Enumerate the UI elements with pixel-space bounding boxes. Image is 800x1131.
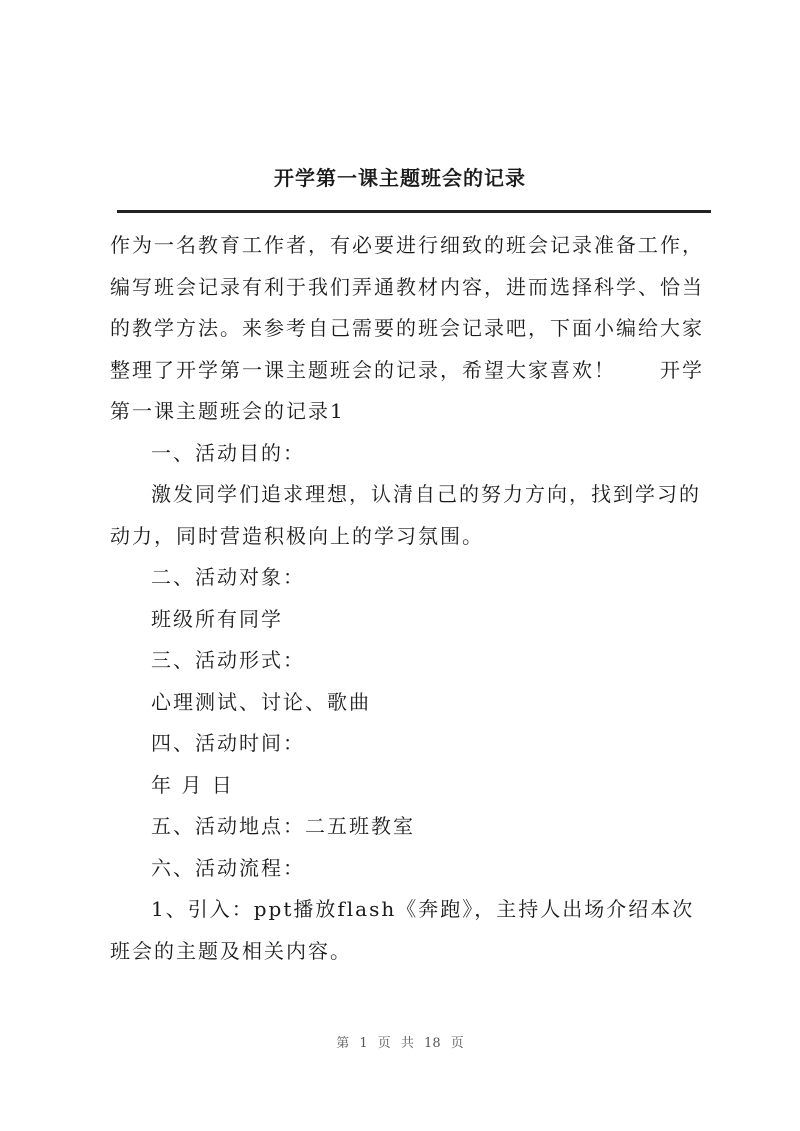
process-step-1: 1、引入：ppt播放flash《奔跑》，主持人出场介绍本次班会的主题及相关内容。 xyxy=(110,897,695,963)
time-paragraph: 年 月 日 xyxy=(151,772,234,797)
title-underline xyxy=(117,210,711,213)
target-paragraph: 班级所有同学 xyxy=(151,606,283,631)
document-body xyxy=(110,225,710,972)
section-heading-process: 六、活动流程： xyxy=(151,855,305,880)
section-heading-purpose: 一、活动目的： xyxy=(151,440,305,465)
purpose-paragraph: 激发同学们追求理想，认清自己的努力方向，找到学习的动力，同时营造积极向上的学习氛围。 xyxy=(110,482,701,548)
form-paragraph: 心理测试、讨论、歌曲 xyxy=(151,689,371,714)
section-heading-time: 四、活动时间： xyxy=(151,731,305,755)
document-title: 开学第一课主题班会的记录 xyxy=(274,166,526,190)
intro-paragraph: 作为一名教育工作者，有必要进行细致的班会记录准备工作，编写班会记录有利于我们弄通教材内容，进而选择科学、恰当的教学方法。来参考自己需要的班会记录吧，下面小编给大家整理了开学第一课主题班会的记录，希望大家喜欢！ 开学第一课主题班会的记录1 xyxy=(110,233,704,423)
section-heading-location: 五、活动地点：二五班教室 xyxy=(151,814,415,838)
page-footer: 第 1 页 共 18 页 xyxy=(336,1036,464,1051)
section-heading-form: 三、活动形式： xyxy=(151,648,305,672)
section-heading-target: 二、活动对象： xyxy=(151,565,305,589)
